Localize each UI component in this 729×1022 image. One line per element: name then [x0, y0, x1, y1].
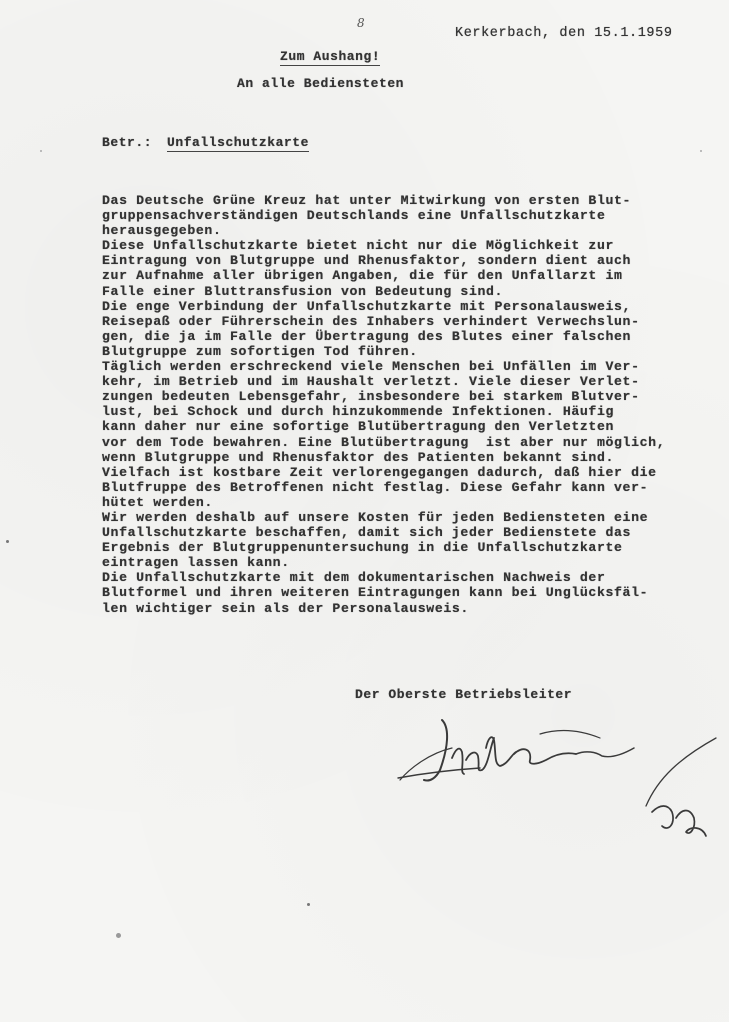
paper-speck	[6, 540, 9, 543]
body-line: Falle einer Bluttransfusion von Bedeutung sind.	[102, 283, 504, 299]
body-line: Reisepaß oder Führerschein des Inhabers verhindert Verwechslun-	[102, 313, 640, 329]
body-line: kehr, im Betrieb und im Haushalt verletzt. Viele dieser Verlet-	[102, 374, 640, 390]
body-line: Eintragung von Blutgruppe und Rhenusfaktor, sondern dient auch	[102, 253, 632, 269]
subject: Unfallschutzkarte	[167, 135, 309, 150]
body-line: lust, bei Schock und durch hinzukommende Infektionen. Häufig	[102, 404, 615, 420]
body-line: wenn Blutgruppe und Rhenusfaktor des Patienten bekannt sind.	[102, 449, 615, 465]
body-line: Wir werden deshalb auf unsere Kosten für jeden Bediensteten eine	[102, 509, 649, 525]
body-line: Die enge Verbindung der Unfallschutzkarte mit Personalausweis,	[102, 298, 632, 314]
handwritten-signature	[390, 708, 720, 848]
body-line: Blutgruppe zum sofortigen Tod führen.	[102, 343, 418, 359]
paper-speck	[116, 933, 121, 938]
body-line: kann daher nur eine sofortige Blutübertragung den Verletzten	[102, 419, 615, 435]
body-line: gruppensachverständigen Deutschlands eine Unfallschutzkarte	[102, 208, 606, 224]
paper-speck	[40, 150, 42, 152]
body-line: Unfallschutzkarte beschaffen, damit sich jeder Bedienstete das	[102, 525, 632, 541]
subject-label: Betr.:	[102, 135, 153, 150]
body-line: zungen bedeuten Lebensgefahr, insbesondere bei starkem Blutver-	[102, 389, 640, 405]
heading: An alle Bediensteten	[237, 76, 405, 91]
body-line: Blutfruppe des Betroffenen nicht festlag. Diese Gefahr kann ver-	[102, 479, 649, 495]
body-line: Diese Unfallschutzkarte bietet nicht nur die Möglichkeit zur	[102, 238, 615, 254]
body-line: vor dem Tode bewahren. Eine Blutübertragung ist aber nur möglich,	[102, 434, 666, 450]
body-line: len wichtiger sein als der Personalausweis.	[102, 600, 469, 616]
body-line: herausgegeben.	[102, 223, 222, 239]
body-text	[102, 193, 665, 616]
body-line: Blutformel und ihren weiteren Eintragungen kann bei Unglücksfäl-	[102, 585, 649, 601]
body-line: Täglich werden erschreckend viele Menschen bei Unfällen im Ver-	[102, 359, 640, 375]
paper-speck	[307, 903, 310, 906]
place-date: Kerkerbach, den 15.1.1959	[455, 26, 673, 41]
body-line: Die Unfallschutzkarte mit dem dokumentarischen Nachweis der	[102, 570, 606, 586]
body-line: gen, die ja im Falle der Übertragung des Blutes einer falschen	[102, 328, 632, 344]
body-line: eintragen lassen kann.	[102, 555, 290, 571]
handwritten-page-number: 8	[357, 16, 365, 30]
body-line: Vielfach ist kostbare Zeit verlorengegangen dadurch, daß hier die	[102, 464, 657, 480]
paper-speck	[700, 150, 702, 152]
body-line: Das Deutsche Grüne Kreuz hat unter Mitwirkung von ersten Blut-	[102, 193, 632, 208]
body-line: zur Aufnahme aller übrigen Angaben, die für den Unfallarzt im	[102, 268, 623, 284]
body-line: Ergebnis der Blutgruppenuntersuchung in die Unfallschutzkarte	[102, 540, 623, 556]
signature-title: Der Oberste Betriebsleiter	[355, 687, 573, 702]
notice-title: Zum Aushang!	[280, 49, 381, 64]
body-line: hütet werden.	[102, 494, 213, 510]
